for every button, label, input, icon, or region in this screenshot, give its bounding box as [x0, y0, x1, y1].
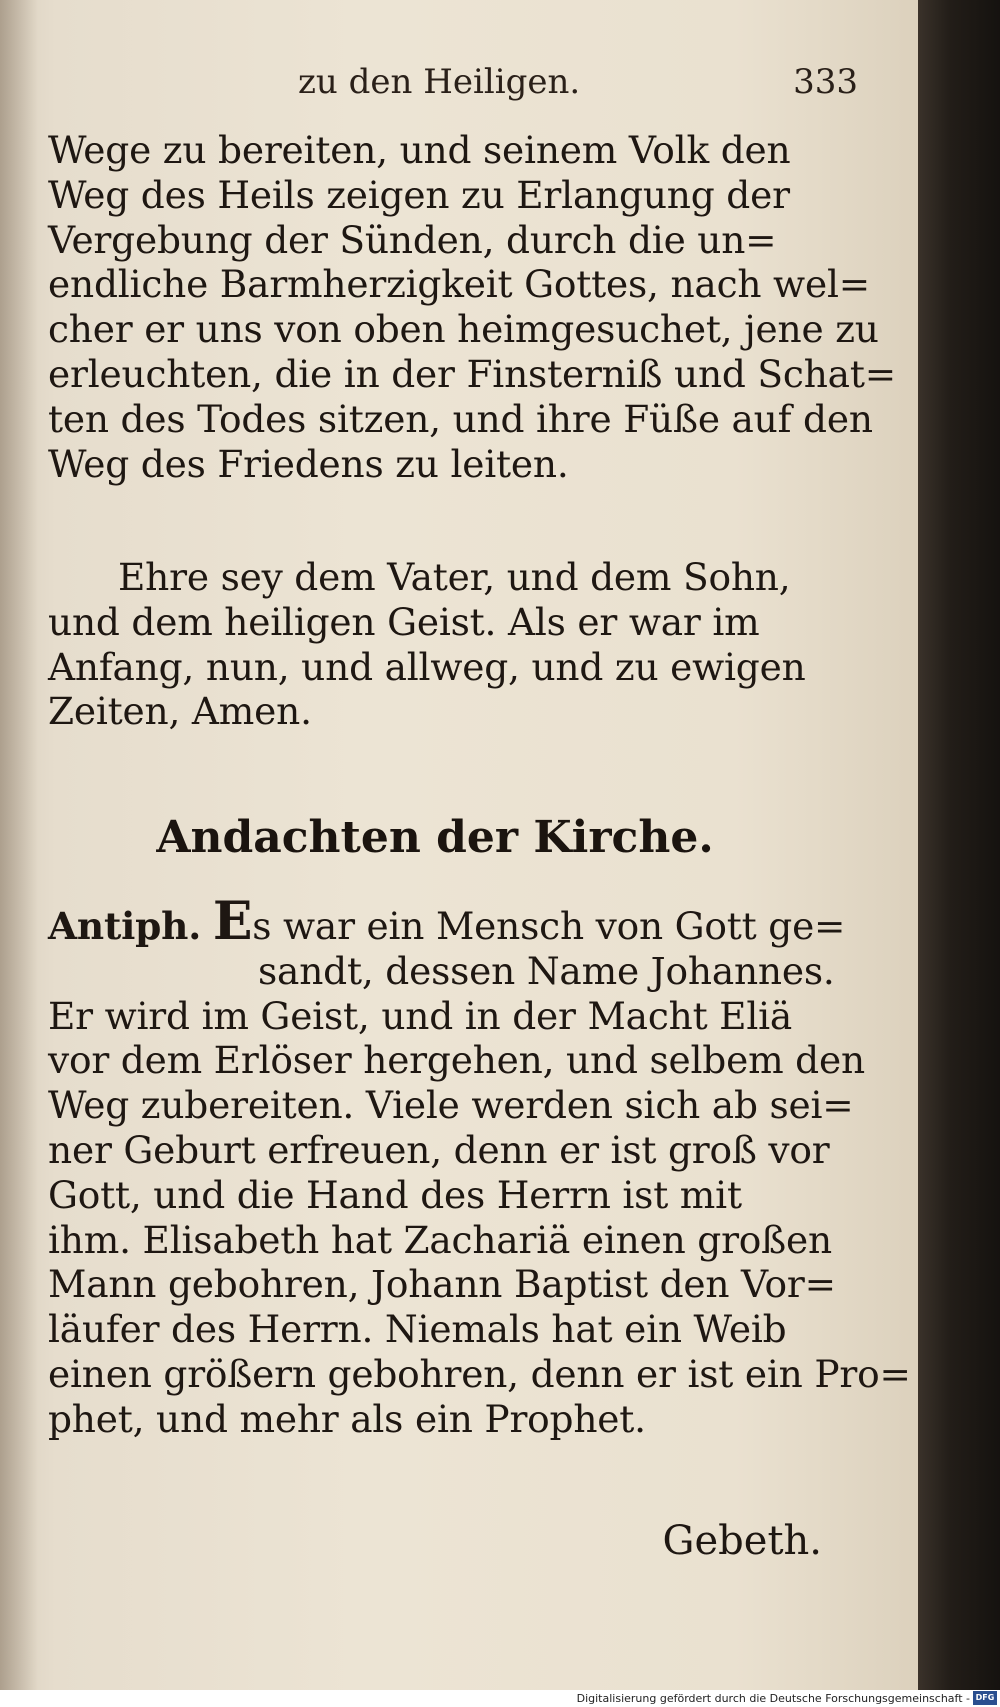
- text-line: [48, 891, 846, 952]
- text-line: Anfang, nun, und allweg, und zu ewigen: [48, 644, 806, 689]
- footer-bar: [0, 1690, 1000, 1707]
- drop-cap: E: [212, 891, 253, 952]
- text-line: einen größern gebohren, denn er ist ein Pro=: [48, 1351, 911, 1396]
- text-line: Gott, und die Hand des Herrn ist mit: [48, 1172, 742, 1217]
- text-fragment: s war ein Mensch von Gott ge=: [252, 904, 846, 948]
- paragraph-1: [48, 128, 896, 486]
- footer-credit: Digitalisierung gefördert durch die Deutsche Forschungsgemeinschaft -: [576, 1692, 970, 1705]
- text-line: cher er uns von oben heimgesuchet, jene zu: [48, 307, 879, 352]
- catchword: Gebeth.: [662, 1518, 822, 1564]
- antiphon-label: Antiph.: [48, 904, 202, 948]
- text-line: und dem heiligen Geist. Als er war im: [48, 599, 760, 644]
- section-heading: Andachten der Kirche.: [156, 812, 714, 863]
- dfg-logo-icon: DFG: [973, 1691, 997, 1705]
- page-header: [48, 62, 858, 110]
- running-head: zu den Heiligen.: [298, 62, 581, 102]
- text-line: ner Geburt erfreuen, denn er ist groß vor: [48, 1127, 830, 1172]
- paragraph-3: [48, 891, 911, 1442]
- text-line: Er wird im Geist, und in der Macht Eliä: [48, 993, 793, 1038]
- text-line: Zeiten, Amen.: [48, 689, 312, 734]
- paragraph-2: [48, 555, 828, 734]
- text-line: endliche Barmherzigkeit Gottes, nach wel=: [48, 262, 870, 307]
- text-line: vor dem Erlöser hergehen, und selbem den: [48, 1038, 865, 1083]
- text-line: läufer des Herrn. Niemals hat ein Weib: [48, 1307, 787, 1352]
- text-line: Weg des Friedens zu leiten.: [48, 441, 569, 486]
- text-line: sandt, dessen Name Johannes.: [258, 948, 835, 993]
- text-line: Weg zubereiten. Viele werden sich ab sei=: [48, 1083, 854, 1128]
- scan-background: [918, 0, 1000, 1690]
- page-number: 333: [793, 62, 858, 102]
- text-line: ihm. Elisabeth hat Zachariä einen großen: [48, 1217, 832, 1262]
- text-line: Wege zu bereiten, und seinem Volk den: [48, 128, 791, 172]
- text-line: Vergebung der Sünden, durch die un=: [48, 217, 777, 262]
- text-line: Ehre sey dem Vater, und dem Sohn,: [118, 555, 791, 599]
- text-line: ten des Todes sitzen, und ihre Füße auf den: [48, 396, 873, 441]
- text-line: erleuchten, die in der Finsterniß und Schat=: [48, 351, 896, 396]
- text-line: Mann gebohren, Johann Baptist den Vor=: [48, 1262, 836, 1307]
- text-line: phet, und mehr als ein Prophet.: [48, 1396, 646, 1441]
- text-line: Weg des Heils zeigen zu Erlangung der: [48, 172, 790, 217]
